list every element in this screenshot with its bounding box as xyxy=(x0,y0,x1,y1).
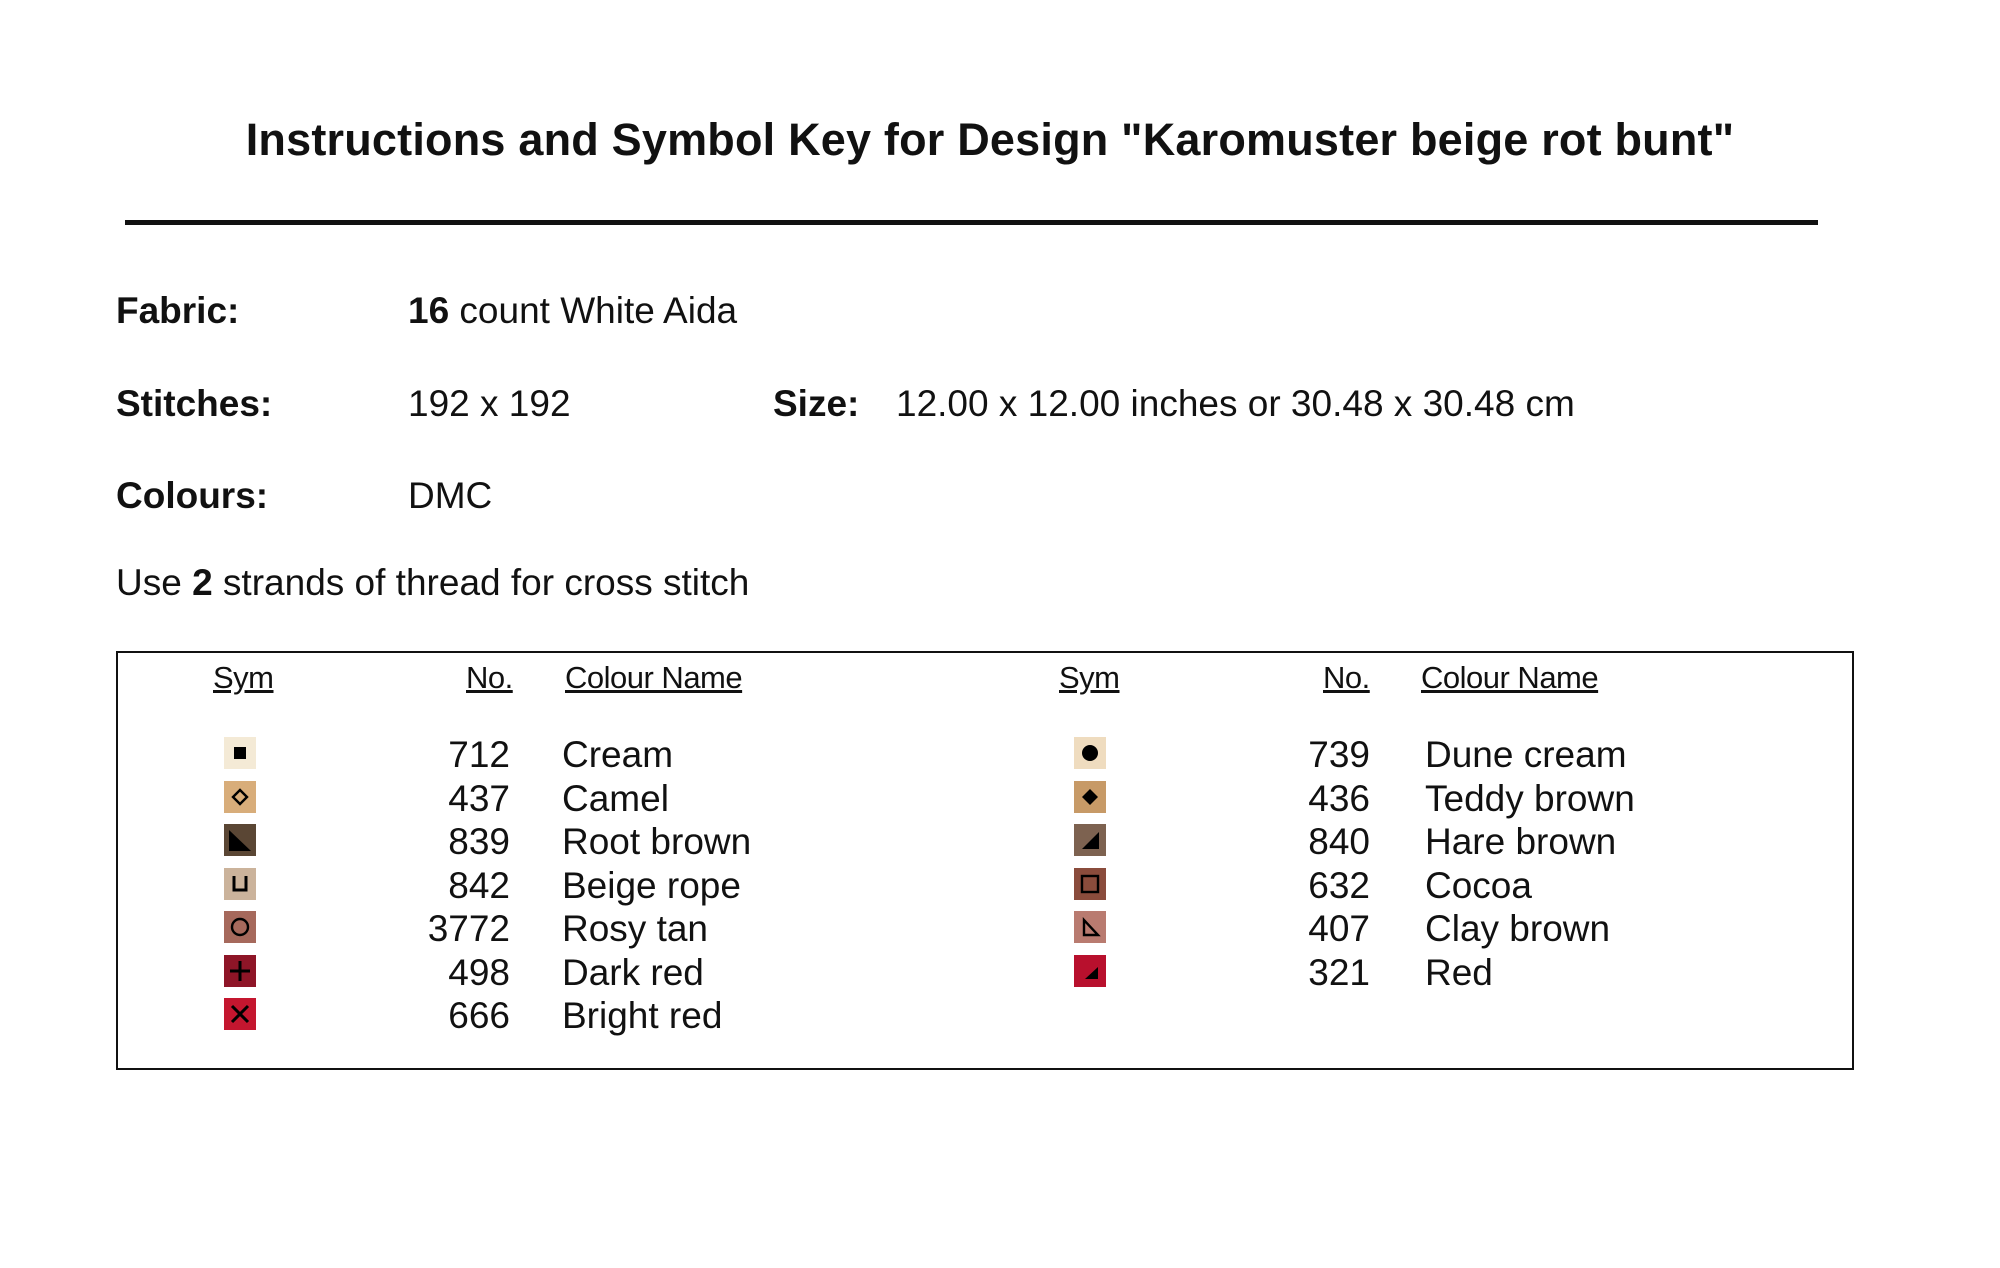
dmc-number-left-7: 666 xyxy=(448,995,510,1036)
strands-prefix: Use xyxy=(116,562,193,603)
dmc-number-right-5: 407 xyxy=(1308,908,1370,949)
stitch-symbol-icon xyxy=(1074,955,1106,987)
colour-name-left-6: Dark red xyxy=(562,952,704,993)
stitch-symbol-icon xyxy=(1074,781,1106,813)
colour-swatch-left-1 xyxy=(224,737,256,769)
colour-name-left-2: Camel xyxy=(562,778,669,819)
stitch-symbol-icon xyxy=(224,998,256,1030)
title-divider xyxy=(125,220,1818,225)
size-value: 12.00 x 12.00 inches or 30.48 x 30.48 cm xyxy=(896,383,1575,424)
dmc-number-left-6: 498 xyxy=(448,952,510,993)
size-label: Size: xyxy=(773,383,860,424)
dmc-number-right-2: 436 xyxy=(1308,778,1370,819)
fabric-value xyxy=(408,290,737,332)
strands-instruction xyxy=(116,562,749,604)
colour-swatch-left-7 xyxy=(224,998,256,1030)
left-colour-name-header: Colour Name xyxy=(565,660,743,695)
dmc-number-right-6: 321 xyxy=(1308,952,1370,993)
colour-swatch-left-2 xyxy=(224,781,256,813)
dmc-number-right-4: 632 xyxy=(1308,865,1370,906)
dmc-number-left-5: 3772 xyxy=(427,908,510,949)
left-number-header: No. xyxy=(466,660,513,695)
colour-name-left-5: Rosy tan xyxy=(562,908,709,949)
right-number-header: No. xyxy=(1323,660,1370,695)
stitch-symbol-icon xyxy=(1074,868,1106,900)
colour-swatch-right-4 xyxy=(1074,868,1106,900)
right-sym-header: Sym xyxy=(1059,660,1120,695)
colour-name-left-7: Bright red xyxy=(562,995,723,1036)
colour-name-right-3: Hare brown xyxy=(1425,821,1617,862)
dmc-number-right-3: 840 xyxy=(1308,821,1370,862)
colour-name-left-3: Root brown xyxy=(562,821,752,862)
dmc-number-left-4: 842 xyxy=(448,865,510,906)
strands-suffix: strands of thread for cross stitch xyxy=(212,562,750,603)
stitch-symbol-icon xyxy=(1074,911,1106,943)
stitch-symbol-icon xyxy=(224,911,256,943)
dmc-number-left-3: 839 xyxy=(448,821,510,862)
stitches-value: 192 x 192 xyxy=(408,383,571,424)
stitches-label: Stitches: xyxy=(116,383,273,424)
fabric-count: 16 xyxy=(408,290,450,331)
right-colour-name-header: Colour Name xyxy=(1421,660,1599,695)
colour-name-left-1: Cream xyxy=(562,734,674,775)
stitch-symbol-icon xyxy=(1074,737,1106,769)
dmc-number-left-2: 437 xyxy=(448,778,510,819)
colour-swatch-right-2 xyxy=(1074,781,1106,813)
fabric-label: Fabric: xyxy=(116,290,240,331)
strands-count: 2 xyxy=(192,562,213,603)
colours-label: Colours: xyxy=(116,475,269,516)
colour-swatch-right-1 xyxy=(1074,737,1106,769)
stitch-symbol-icon xyxy=(224,737,256,769)
fabric-description: count White Aida xyxy=(449,290,738,331)
colour-swatch-right-5 xyxy=(1074,911,1106,943)
dmc-number-right-1: 739 xyxy=(1308,734,1370,775)
colour-swatch-left-4 xyxy=(224,868,256,900)
colour-name-right-2: Teddy brown xyxy=(1425,778,1635,819)
colour-swatch-left-6 xyxy=(224,955,256,987)
stitch-symbol-icon xyxy=(224,955,256,987)
colour-name-right-5: Clay brown xyxy=(1425,908,1611,949)
colour-swatch-left-5 xyxy=(224,911,256,943)
stitch-symbol-icon xyxy=(224,781,256,813)
colour-name-left-4: Beige rope xyxy=(562,865,741,906)
colour-swatch-right-6 xyxy=(1074,955,1106,987)
colour-swatch-right-3 xyxy=(1074,824,1106,856)
stitch-symbol-icon xyxy=(224,824,256,856)
page-title: Instructions and Symbol Key for Design "Karomuster beige rot bunt" xyxy=(245,114,1735,165)
left-sym-header: Sym xyxy=(213,660,274,695)
colour-swatch-left-3 xyxy=(224,824,256,856)
dmc-number-left-1: 712 xyxy=(448,734,510,775)
colour-name-right-1: Dune cream xyxy=(1425,734,1627,775)
colour-name-right-6: Red xyxy=(1425,952,1493,993)
stitch-symbol-icon xyxy=(224,868,256,900)
colours-value: DMC xyxy=(408,475,493,516)
colour-name-right-4: Cocoa xyxy=(1425,865,1532,906)
stitch-symbol-icon xyxy=(1074,824,1106,856)
